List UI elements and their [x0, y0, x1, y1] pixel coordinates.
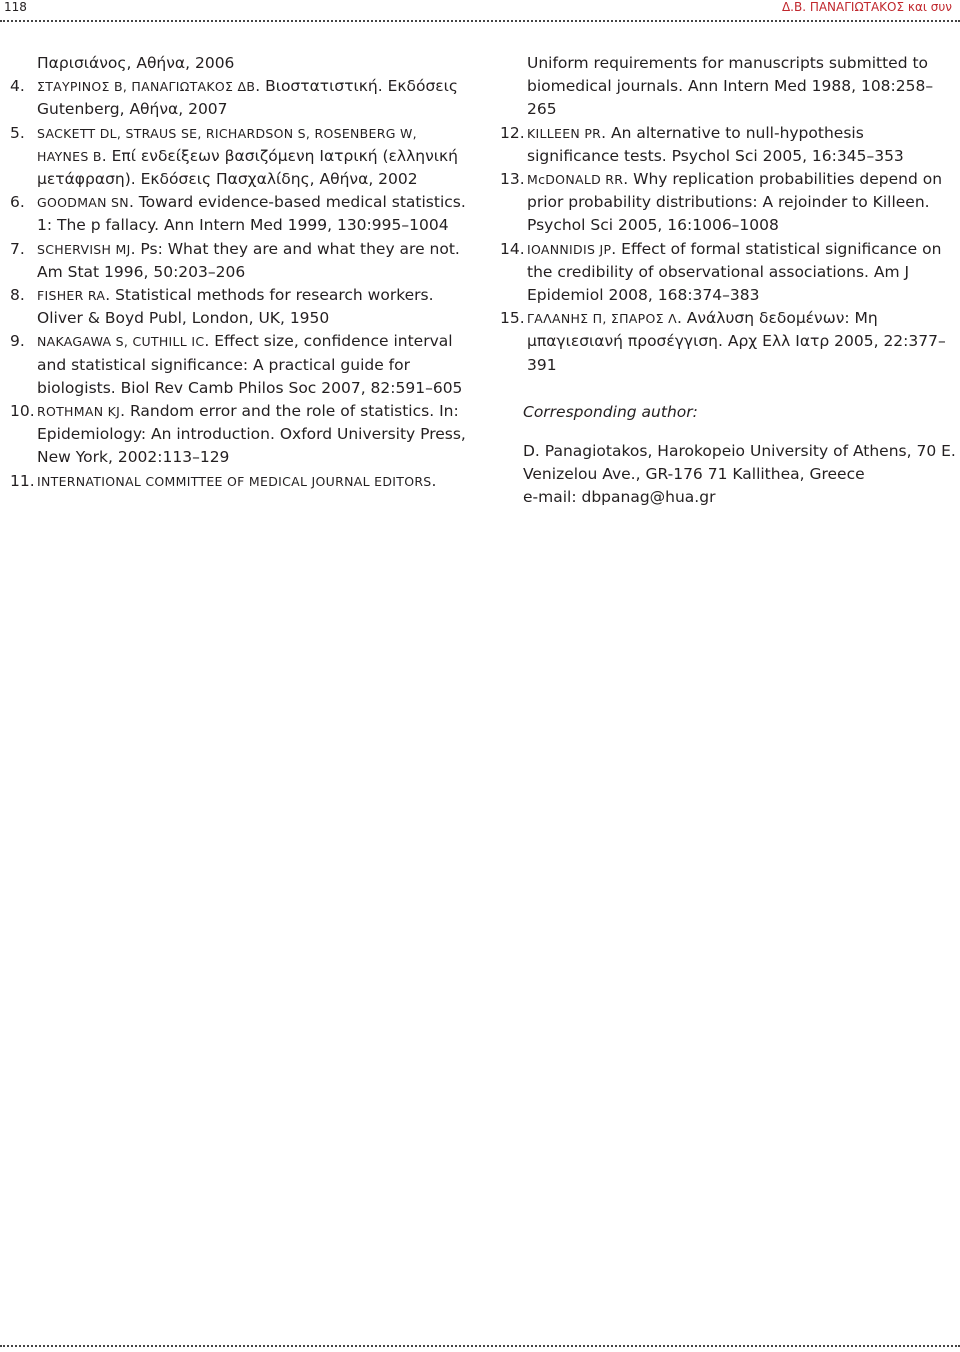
- header-rule: [0, 20, 960, 22]
- reference-title-italic: Ann Intern Med: [163, 216, 283, 235]
- reference-text: . Effect of formal statistical significance on the credibility of observational associations.: [527, 239, 942, 281]
- reference-number: 11.: [10, 471, 35, 490]
- reference-item: [10, 284, 470, 330]
- reference-text: 2007, 82:591–605: [316, 378, 463, 397]
- footer-rule: [0, 1345, 960, 1347]
- reference-text: 2005, 22:377–391: [527, 332, 946, 374]
- reference-title-italic: Ann Intern Med: [687, 77, 807, 96]
- reference-authors: GOODMAN SN: [37, 195, 129, 211]
- reference-text: . Effect size, confidence interval and statistical significance: A practical guide for biologists.: [37, 332, 453, 397]
- reference-item: [10, 330, 470, 400]
- reference-text: 2008, 168:374–383: [603, 286, 760, 305]
- reference-title-italic: Επί ενδείξεων βασιζόμενη Ιατρική: [111, 146, 378, 165]
- reference-item: [10, 75, 470, 121]
- reference-text: . An alternative to null-hypothesis significance tests.: [527, 123, 864, 165]
- reference-authors: SACKETT DL, STRAUS SE, RICHARDSON S, ROSENBERG W, HAYNES B: [37, 125, 417, 164]
- reference-number: 13.: [500, 170, 525, 189]
- reference-text: .: [255, 77, 266, 96]
- reference-text: Παρισιάνος, Αθήνα, 2006: [37, 54, 235, 72]
- reference-item: [500, 168, 960, 238]
- reference-authors: FISHER RA: [37, 288, 106, 304]
- reference-number: 8.: [10, 286, 25, 305]
- corresponding-author-email: e-mail: dbpanag@hua.gr: [523, 488, 716, 507]
- page-number: 118: [4, 0, 27, 14]
- reference-title-italic: Epidemiology: An introduction: [37, 425, 270, 444]
- reference-authors: ΓΑΛΑΝΗΣ Π, ΣΠΑΡΟΣ Λ: [527, 311, 677, 327]
- references-left-column: [10, 52, 470, 493]
- reference-text: . Toward evidence-based medical statistics. 1: The p fallacy.: [37, 193, 466, 235]
- reference-text: . Oxford University Press, New York, 2002:113–129: [37, 425, 466, 467]
- reference-title-italic: Psychol Sci: [527, 216, 614, 235]
- reference-item: [500, 238, 960, 308]
- reference-text: . Ps: What they are and what they are not.: [130, 239, 460, 258]
- reference-item: [500, 307, 960, 377]
- reference-item: [10, 238, 470, 284]
- reference-item: [500, 122, 960, 168]
- reference-number: 6.: [10, 193, 25, 212]
- corresponding-author-address: D. Panagiotakos, Harokopeio University of Athens, 70 E. Venizelou Ave., GR-176 71 Kallithea, Greece: [523, 442, 956, 484]
- reference-text: Uniform requirements for manuscripts submitted to biomedical journals.: [527, 54, 929, 96]
- reference-item: [10, 470, 470, 493]
- reference-text: .: [105, 286, 116, 305]
- reference-number: 7.: [10, 239, 25, 258]
- reference-number: 15.: [500, 309, 525, 328]
- reference-authors: NAKAGAWA S, CUTHILL IC: [37, 334, 205, 350]
- reference-text: .: [101, 146, 112, 165]
- reference-authors: INTERNATIONAL COMMITTEE OF MEDICAL JOURNAL EDITORS: [37, 473, 432, 489]
- reference-text: . Εκδόσεις Gutenberg, Αθήνα, 2007: [37, 77, 459, 119]
- reference-title-italic: Αρχ Ελλ Ιατρ: [727, 332, 830, 351]
- reference-item: [10, 122, 470, 192]
- reference-text: 1996, 50:203–206: [99, 262, 246, 281]
- reference-title-italic: Statistical methods for research workers: [115, 286, 429, 305]
- reference-text: .: [431, 471, 437, 490]
- reference-text: 1988, 108:258–265: [527, 77, 934, 119]
- reference-item: [10, 400, 470, 470]
- reference-authors: SCHERVISH MJ: [37, 241, 131, 257]
- corresponding-author-label: Corresponding author:: [523, 402, 698, 421]
- reference-text: . Ανάλυση δεδομένων: Μη μπαγιεσιανή προσέγγιση.: [527, 309, 878, 351]
- reference-text: . Why replication probabilities depend on prior probability distributions: A rejoinder to Killeen.: [527, 170, 943, 212]
- reference-text: 2005, 16:345–353: [757, 146, 904, 165]
- reference-number: 5.: [10, 123, 25, 142]
- reference-authors: IOANNIDIS JP: [527, 241, 612, 257]
- reference-authors: ΣΤΑΥΡΙΝΟΣ Β, ΠΑΝΑΓΙΩΤΑΚΟΣ ΔΒ: [37, 79, 256, 95]
- reference-number: 14.: [500, 239, 525, 258]
- reference-authors: McDONALD RR: [527, 172, 624, 188]
- references-right-column: [500, 52, 960, 510]
- reference-title-italic: Biol Rev Camb Philos Soc: [120, 378, 317, 397]
- reference-authors: KILLEEN PR: [527, 125, 602, 141]
- reference-authors: ROTHMAN KJ: [37, 404, 121, 420]
- reference-text: (ελληνική μετάφραση). Εκδόσεις Πασχαλίδης, Αθήνα, 2002: [37, 146, 458, 189]
- reference-title-italic: Am Stat: [37, 262, 100, 281]
- reference-number: 9.: [10, 332, 25, 351]
- reference-text: 1999, 130:995–1004: [282, 216, 449, 235]
- reference-title-italic: Βιοστατιστική: [265, 77, 378, 96]
- reference-title-italic: Am J Epidemiol: [527, 262, 910, 305]
- reference-text: . Oliver & Boyd Publ, London, UK, 1950: [37, 286, 434, 328]
- reference-item: [10, 52, 470, 75]
- references-right-list: [500, 52, 960, 377]
- reference-item: [500, 52, 960, 122]
- running-head: Δ.Β. ΠΑΝΑΓΙΩΤΑΚΟΣ και συν: [781, 0, 952, 14]
- reference-number: 12.: [500, 123, 525, 142]
- reference-title-italic: Psychol Sci: [671, 146, 758, 165]
- reference-text: . Random error and the role of statistics. In:: [120, 402, 459, 421]
- reference-number: 10.: [10, 402, 35, 421]
- corresponding-author-block: [500, 440, 960, 510]
- reference-item: [10, 191, 470, 237]
- reference-number: 4.: [10, 77, 25, 96]
- reference-text: 2005, 16:1006–1008: [613, 216, 779, 235]
